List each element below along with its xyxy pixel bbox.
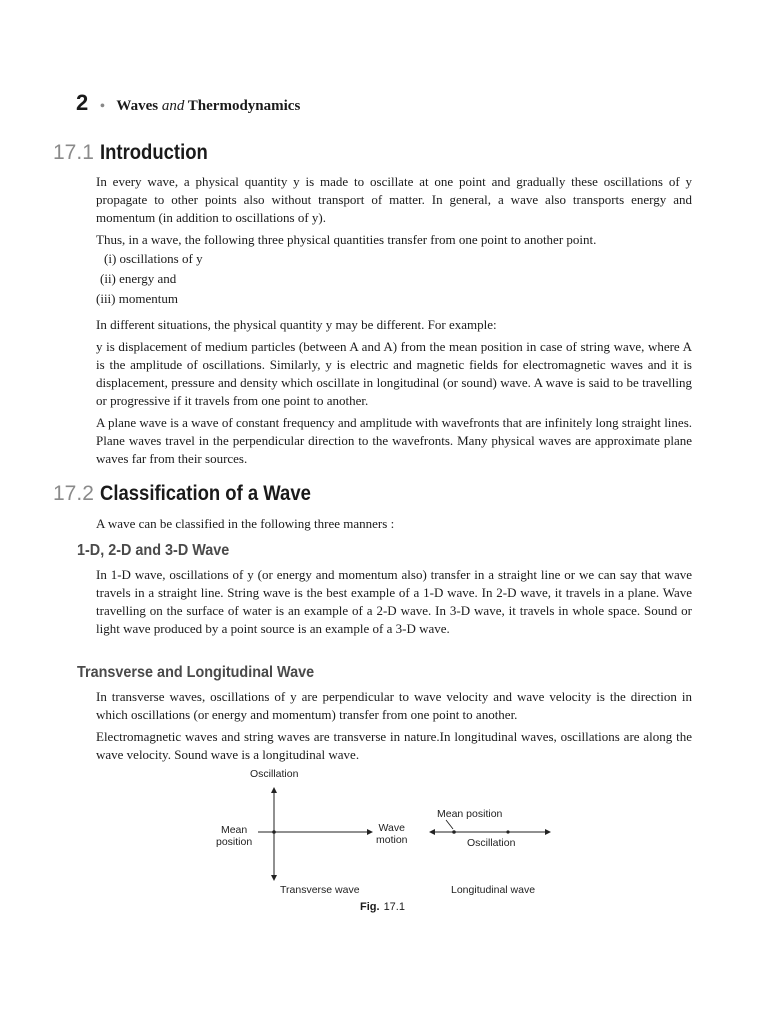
- list-item: (ii) energy and: [100, 271, 177, 286]
- transverse-text-2: Electromagnetic waves and string waves are transverse in nature.In longitudinal waves, oscillations are along the wave velocity. Sound wave is a longitudinal wave.: [96, 729, 692, 762]
- intro-paragraphs-2: [96, 316, 692, 472]
- mean-position-pointer: [446, 820, 453, 829]
- label-line: Wave: [378, 822, 405, 834]
- subheading-text: Transverse and Longitudinal Wave: [77, 664, 315, 681]
- classification-intro-text: A wave can be classified in the following three manners :: [96, 516, 395, 531]
- classification-intro: [96, 515, 692, 537]
- section-title: Introduction: [99, 141, 208, 164]
- subheading-dimensions: [77, 542, 246, 560]
- intro-paragraph-2: Thus, in a wave, the following three physical quantities transfer from one point to another point.: [96, 232, 597, 247]
- figure-label-oscillation-right: Oscillation: [467, 837, 516, 849]
- section-number: 17.1: [53, 141, 94, 164]
- page-number: 2: [76, 90, 89, 115]
- mean-position-dot: [272, 830, 276, 834]
- quantities-list: [96, 249, 203, 309]
- label-line: motion: [376, 834, 408, 846]
- intro-paragraph-5: A plane wave is a wave of constant frequency and amplitude with wavefronts that are infinitely long straight lines. Plane waves travel in the perpendicular direction to the wavefronts. Many physical waves are approximate plane waves far from their sources.: [96, 415, 692, 466]
- list-item: (i) oscillations of y: [104, 251, 203, 266]
- figure-caption: [360, 901, 405, 913]
- intro-paragraphs: [96, 173, 692, 253]
- book-title-part2: and: [161, 98, 185, 114]
- figure-label-oscillation: Oscillation: [250, 768, 299, 780]
- section-title: Classification of a Wave: [99, 482, 311, 505]
- running-head: [76, 90, 300, 116]
- figure-label-transverse-wave: Transverse wave: [280, 884, 360, 896]
- subheading-transverse-longitudinal: [77, 664, 340, 682]
- intro-paragraph-1: In every wave, a physical quantity y is made to oscillate at one point and gradually these oscillations of y propagate to other points also without transport of matter. In general, a wave also transports energy and momentum (in addition to oscillations of y).: [96, 174, 692, 225]
- figure-label-wave-motion: [376, 822, 408, 846]
- label-line: Mean: [220, 824, 248, 836]
- book-title-part1: Waves: [116, 98, 159, 114]
- bullet-separator: •: [100, 99, 105, 114]
- transverse-paragraphs: [96, 688, 692, 768]
- caption-number: 17.1: [383, 901, 405, 913]
- transverse-text-1: In transverse waves, oscillations of y are perpendicular to wave velocity and wave velocity is the direction in which oscillations (or energy and momentum) transfer from one point to another.: [96, 689, 692, 722]
- figure-label-mean-position-right: Mean position: [437, 808, 503, 820]
- caption-prefix: Fig.: [360, 901, 380, 913]
- longitudinal-particle-dot: [506, 830, 509, 833]
- section-heading-introduction: [53, 141, 222, 165]
- section-number: 17.2: [53, 482, 94, 505]
- subheading-text: 1-D, 2-D and 3-D Wave: [77, 542, 230, 559]
- book-title-part3: Thermodynamics: [187, 98, 301, 114]
- section-heading-classification: [53, 482, 340, 506]
- intro-paragraph-3: In different situations, the physical quantity y may be different. For example:: [96, 317, 497, 332]
- dimensions-text: In 1-D wave, oscillations of y (or energy and momentum also) transfer in a straight line or we can say that wave travels in a straight line. String wave is the best example of a 1-D wave. In 2-D wave, it travels in a plane. Wave travelling on the surface of water is an example of a 2-D wave. In 3-D wave, it travels in whole space. Sound or light wave produced by a point source is an example of a 3-D wave.: [96, 567, 692, 636]
- intro-paragraph-4: y is displacement of medium particles (between A and A) from the mean position in case of string wave, where A is the amplitude of oscillations. Similarly, y is electric and magnetic fields for electromagnetic waves and it is displacement, pressure and density which oscillate in longitudinal (or sound) wave. A wave is said to be travelling or progressive if it travels from one point to another.: [96, 339, 692, 408]
- longitudinal-mean-dot: [452, 830, 456, 834]
- figure-label-mean-position: [216, 824, 252, 848]
- list-item: (iii) momentum: [96, 291, 178, 306]
- figure-label-longitudinal-wave: Longitudinal wave: [451, 884, 536, 896]
- dimensions-paragraph: [96, 566, 692, 642]
- label-line: position: [216, 836, 253, 848]
